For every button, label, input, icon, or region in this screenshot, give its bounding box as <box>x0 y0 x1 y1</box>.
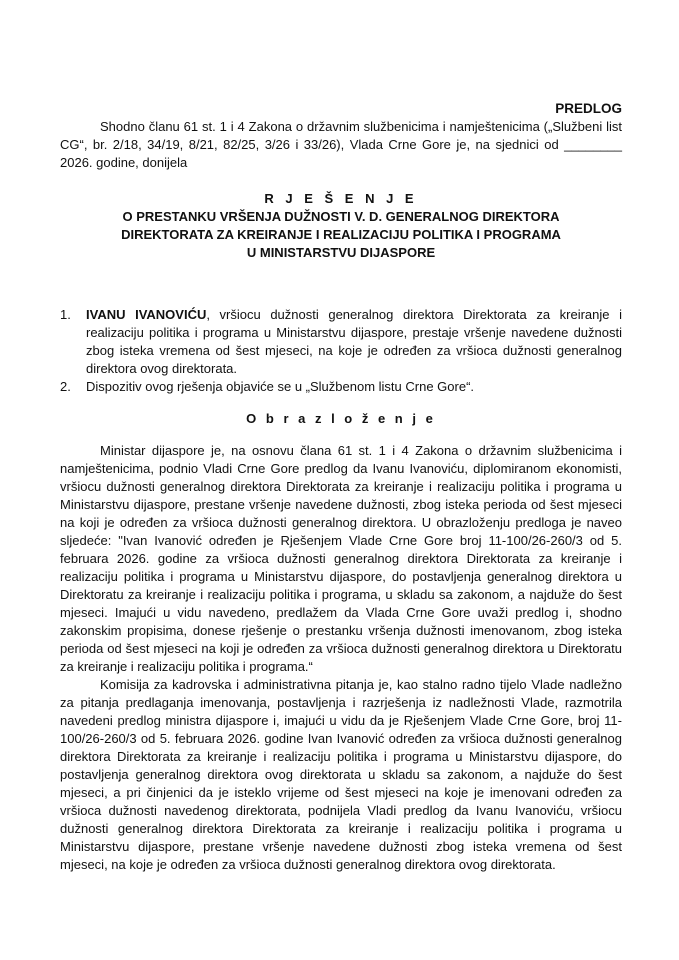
list-item <box>60 378 622 396</box>
item-text: , vršiocu dužnosti generalnog direktora Direktorata za kreiranje i realizaciju politika i programa u Ministarstvu dijaspore, prestaje vršenje navedene dužnosti zbog isteka vremena od šest mjeseci, na koje je određen za vršioca dužnosti generalnog direktora ovog direktorata. <box>86 307 622 376</box>
title-line-1: R J E Š E N J E <box>264 191 418 206</box>
explanation-paragraph-2: Komisija za kadrovska i administrativna pitanja je, kao stalno radno tijelo Vlade nadležno za pitanja predlaganja imenovanja, postavljenja i razrješenja iz nadležnosti Vlade, razmotrila navedeni predlog ministra dijaspore i, imajući u vidu da je Rješenjem Vlade Crne Gore, broj 11-100/26-260/3 od 5. februara 2026. godine Ivan Ivanović određen za vršioca dužnosti generalnog direktora Direktorata za kreiranje i realizaciju politika i programa u Ministarstvu dijaspore, do postavljenja generalnog direktora ovog direktorata u skladu sa zakonom, a najduže do šest mjeseci, a pri činjenici da je isteklo vrijeme od šest mjeseci na koje je imenovani određen za vršioca dužnosti navedenog direktorata, podnijela Vladi predlog da Ivanu Ivanoviću, vršiocu dužnosti generalnog direktora Direktorata za kreiranje i realizaciju politika i programa u Ministarstvu dijaspore, prestane vršenje navedene dužnosti zbog isteka vremena od šest mjeseci, na koje je određen za vršioca dužnosti generalnog direktora ovog direktorata. <box>60 677 622 872</box>
item-number: 2. <box>60 379 71 394</box>
document-label: PREDLOG <box>555 101 622 116</box>
item-bold-name: IVANU IVANOVIĆU <box>86 307 207 322</box>
decision-title <box>60 190 622 262</box>
title-line-2: O PRESTANKU VRŠENJA DUŽNOSTI V. D. GENERALNOG DIREKTORA <box>122 209 560 224</box>
list-item <box>60 306 622 378</box>
title-line-3: DIREKTORATA ZA KREIRANJE I REALIZACIJU POLITIKA I PROGRAMA <box>121 227 561 242</box>
explanation-heading: O b r a z l o ž e n j e <box>246 411 436 426</box>
item-number: 1. <box>60 307 71 322</box>
item-text: Dispozitiv ovog rješenja objaviće se u „Službenom listu Crne Gore“. <box>86 379 475 394</box>
intro-paragraph: Shodno članu 61 st. 1 i 4 Zakona o državnim službenicima i namještenicima („Službeni list CG“, br. 2/18, 34/19, 8/21, 82/25, 3/26 i 33/26), Vlada Crne Gore je, na sjednici od ________ 2026. godine, donijela <box>60 119 622 170</box>
title-line-4: U MINISTARSTVU DIJASPORE <box>246 245 436 260</box>
document-page <box>60 100 622 874</box>
decision-items <box>60 306 622 396</box>
explanation-paragraph-1: Ministar dijaspore je, na osnovu člana 61 st. 1 i 4 Zakona o državnim službenicima i namještenicima, podnio Vladi Crne Gore predlog da Ivanu Ivanoviću, diplomiranom ekonomisti, vršiocu dužnosti generalnog direktora Direktorata za kreiranje i realizaciju politika i programa u Ministarstvu dijaspore, prestane vršenje navedene dužnosti, zbog isteka perioda od šest mjeseci na koji je određen za vršioca dužnosti generalnog direktora. U obrazloženju predloga je naveo sljedeće: "Ivan Ivanović određen je Rješenjem Vlade Crne Gore broj 11-100/26-260/3 od 5. februara 2026. godine za vršioca dužnosti generalnog direktora Direktorata za kreiranje i realizaciju politika i programa u Ministarstvu dijaspore, do postavljenja generalnog direktora u Direktoratu za kreiranje i realizaciju politika i programa, u skladu sa zakonom, a najduže do šest mjeseci. Imajući u vidu navedeno, predlažem da Vlada Crne Gore uvaži predlog i, shodno zakonskim propisima, donese rješenje o prestanku vršenja dužnosti imenovanom, zbog isteka perioda od šest mjeseci na koji je određen za vršioca dužnosti generalnog direktora u Direktoratu za kreiranje i realizaciju politika i programa.“ <box>60 443 622 674</box>
